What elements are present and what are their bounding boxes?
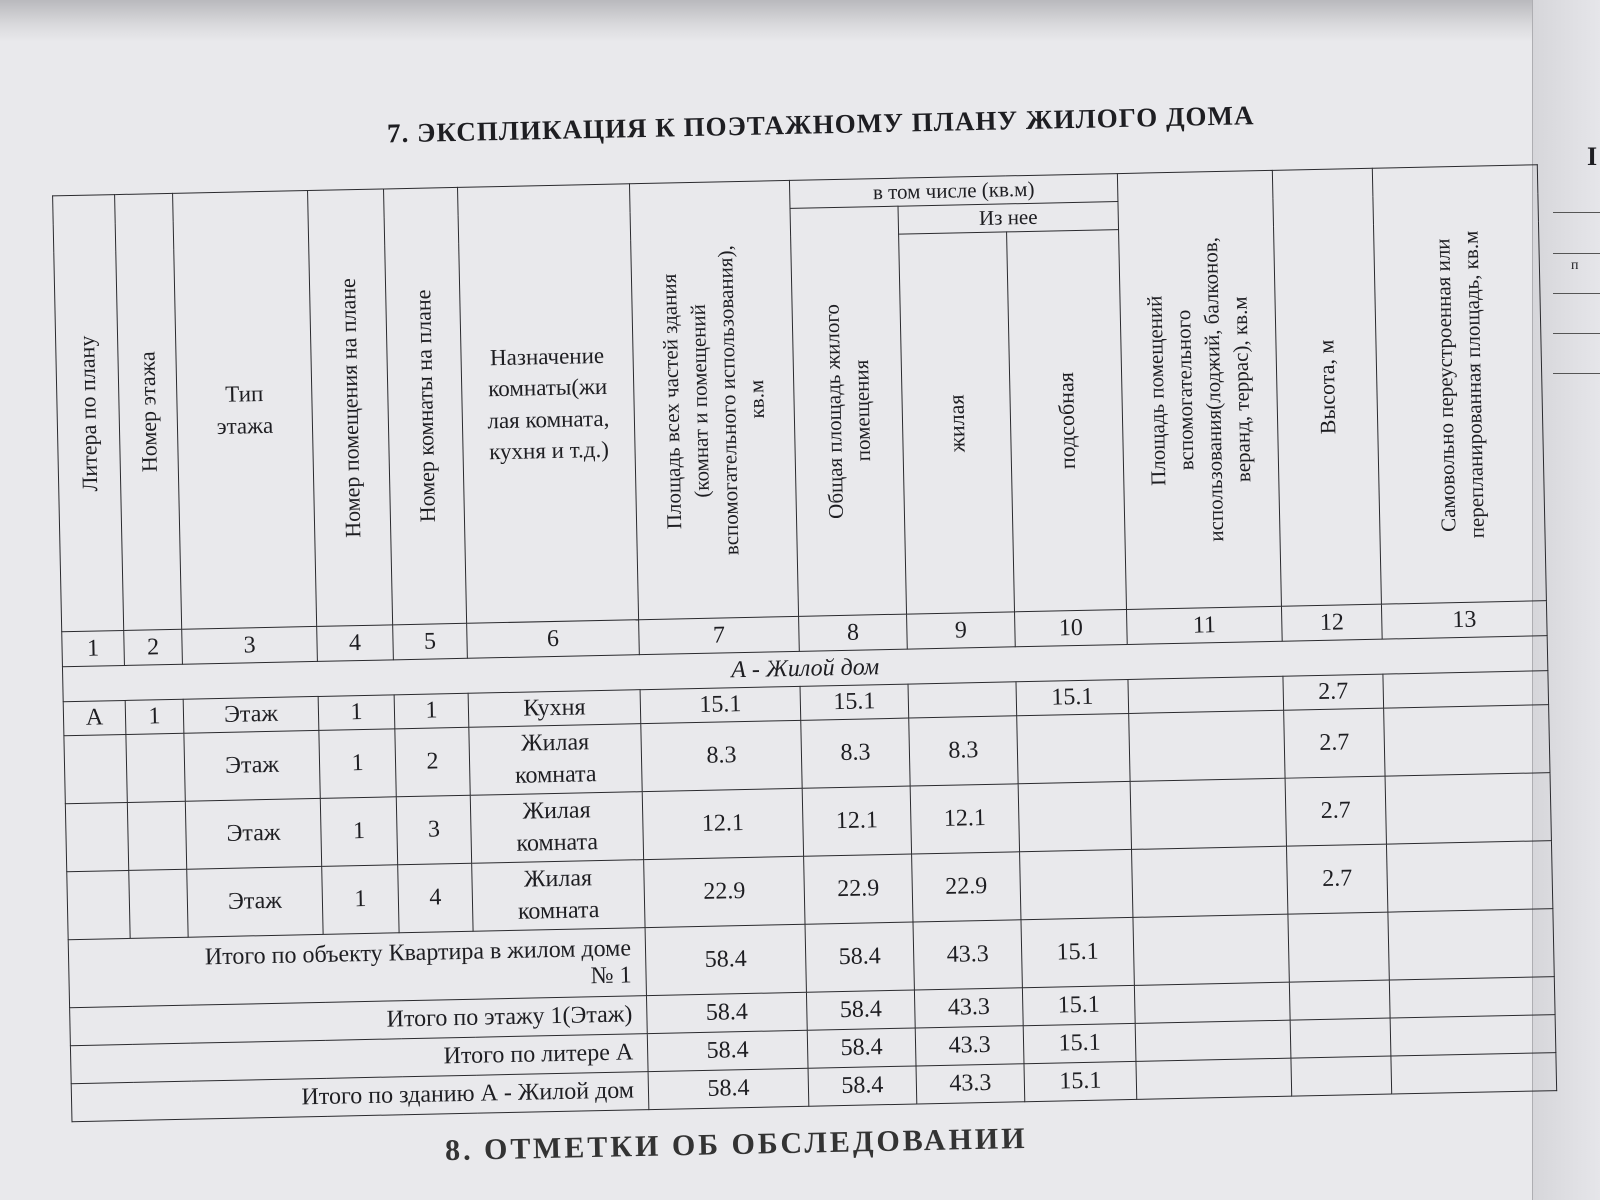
cell-litera [65, 802, 128, 871]
column-number: 10 [1015, 609, 1128, 646]
cell-aux-use [1132, 846, 1288, 917]
col-header-floor-number: Номер этажа [115, 193, 182, 630]
cell-aux-use [1129, 710, 1285, 781]
cell-total-area: 22.9 [644, 856, 805, 927]
adjacent-page-mark: I [1587, 142, 1598, 171]
total-empty [1135, 1020, 1291, 1061]
section-label: А - Жилой дом [62, 636, 1547, 702]
cell-living: 12.1 [910, 784, 1019, 854]
cell-floor: 1 [125, 699, 184, 734]
column-number: 1 [62, 630, 125, 666]
page-title: 7. ЭКСПЛИКАЦИЯ К ПОЭТАЖНОМУ ПЛАНУ ЖИЛОГО ДОМА [386, 100, 1255, 149]
cell-height: 2.7 [1287, 844, 1388, 914]
cell-aux: 15.1 [1016, 679, 1129, 715]
total-empty [1134, 982, 1290, 1023]
cell-aux [1017, 713, 1130, 783]
cell-living: 8.3 [909, 716, 1018, 786]
col-header-auxiliary: подсобная [1007, 230, 1127, 612]
col-header-living-total: Общая площадь жилого помещения [790, 206, 907, 616]
cell-total-area: 8.3 [641, 720, 802, 791]
cell-floor [127, 801, 186, 870]
column-number: 12 [1281, 604, 1382, 641]
cell-aux-use [1128, 676, 1284, 713]
cell-litera [64, 734, 127, 803]
col-header-height: Высота, м [1272, 168, 1381, 606]
total-living-total: 58.4 [805, 922, 914, 992]
cell-premise: 1 [318, 695, 395, 731]
cell-purpose: Жилая комната [472, 860, 645, 932]
total-empty [1136, 1058, 1292, 1099]
col-header-floor-type: Тип этажа [173, 191, 317, 630]
total-empty [1290, 1018, 1391, 1058]
cell-litera [67, 870, 130, 939]
column-number: 3 [182, 626, 318, 664]
cell-room: 4 [398, 863, 473, 933]
total-aux: 15.1 [1024, 1061, 1137, 1101]
cell-room: 1 [394, 693, 469, 729]
column-number: 9 [907, 612, 1016, 649]
cell-height: 2.7 [1284, 708, 1385, 778]
total-living-total: 58.4 [806, 990, 915, 1030]
col-header-premise-number: Номер помещения на плане [308, 189, 393, 626]
cell-unauth [1383, 671, 1549, 708]
col-group-of-which: Из нее [898, 202, 1119, 235]
column-number: 6 [467, 620, 640, 659]
cell-floor-type: Этаж [184, 730, 320, 801]
cell-premise: 1 [322, 865, 399, 935]
cell-premise: 1 [319, 729, 396, 799]
col-header-unauthorized-area: Самовольно переустроенная или перепланированная площадь, кв.м [1372, 165, 1546, 604]
cell-floor-type: Этаж [185, 798, 321, 869]
total-empty [1289, 980, 1390, 1020]
cell-living-total: 8.3 [801, 718, 910, 788]
cell-purpose: Кухня [468, 690, 641, 728]
col-header-total-area: Площадь всех частей здания (комнат и помещений вспомогательного использования), кв.м [629, 180, 798, 619]
total-living-total: 58.4 [808, 1066, 917, 1106]
col-group-including: в том числе (кв.м) [789, 174, 1118, 209]
cell-height: 2.7 [1283, 674, 1384, 710]
total-area: 58.4 [647, 1030, 808, 1071]
next-section-heading: 8. ОТМЕТКИ ОБ ОБСЛЕДОВАНИИ [444, 1121, 1028, 1168]
col-header-litera: Литера по плану [53, 195, 124, 632]
total-aux: 15.1 [1021, 917, 1134, 987]
total-aux: 15.1 [1022, 985, 1135, 1025]
column-number: 2 [124, 629, 183, 665]
total-empty [1388, 909, 1554, 980]
cell-living-total: 22.9 [804, 854, 913, 924]
document-sheet [22, 64, 1584, 1156]
total-label: Итого по литере А [70, 1034, 648, 1084]
cell-living: 22.9 [912, 852, 1021, 922]
total-living-total: 58.4 [807, 1028, 916, 1068]
cell-unauth [1385, 773, 1551, 844]
total-area: 58.4 [646, 992, 807, 1033]
cell-living [908, 682, 1017, 718]
column-number: 13 [1381, 601, 1547, 639]
cell-aux [1018, 781, 1131, 851]
cell-premise: 1 [320, 797, 397, 867]
cell-aux [1020, 849, 1133, 919]
cell-floor-type: Этаж [187, 866, 323, 937]
total-area: 58.4 [648, 1068, 809, 1109]
cell-purpose: Жилая комната [470, 792, 643, 864]
column-number: 5 [393, 623, 468, 660]
total-empty [1288, 912, 1389, 982]
cell-litera: А [63, 700, 126, 735]
col-header-room-purpose: Назначение комнаты(жи лая комната, кухня и т.д.) [458, 184, 639, 624]
total-area: 58.4 [645, 924, 806, 995]
explication-table [52, 164, 1557, 1122]
column-number: 4 [317, 625, 394, 662]
total-living: 43.3 [915, 1026, 1024, 1066]
cell-purpose: Жилая комната [469, 724, 642, 796]
total-empty [1391, 1053, 1557, 1094]
col-header-room-number: Номер комнаты на плане [384, 187, 467, 624]
cell-unauth [1384, 705, 1550, 776]
cell-total-area: 12.1 [642, 788, 803, 859]
cell-unauth [1386, 841, 1552, 912]
total-living: 43.3 [913, 920, 1022, 990]
cell-height: 2.7 [1285, 776, 1386, 846]
total-label: Итого по объекту Квартира в жилом доме № 1 [68, 928, 646, 1008]
cell-floor-type: Этаж [183, 696, 319, 733]
total-empty [1133, 914, 1289, 985]
total-empty [1390, 1015, 1556, 1056]
total-label: Итого по этажу 1(Этаж) [70, 996, 648, 1046]
cell-aux-use [1130, 778, 1286, 849]
total-living: 43.3 [916, 1064, 1025, 1104]
total-empty [1291, 1056, 1392, 1096]
column-number: 7 [639, 616, 800, 654]
cell-total-area: 15.1 [640, 686, 801, 723]
col-header-living: жилая [899, 232, 1015, 614]
cell-room: 2 [395, 727, 470, 797]
column-number: 8 [799, 614, 908, 651]
total-aux: 15.1 [1023, 1023, 1136, 1063]
page-top-shadow [0, 0, 1600, 42]
cell-living-total: 12.1 [802, 786, 911, 856]
total-label: Итого по зданию А - Жилой дом [71, 1072, 649, 1122]
col-header-aux-use-area: Площадь помещений вспомогательного использования(лоджий, балконов, веранд, террас), кв.м [1117, 170, 1281, 609]
column-number: 11 [1127, 606, 1283, 644]
total-empty [1389, 977, 1555, 1018]
cell-floor [126, 733, 185, 802]
adjacent-page-letter: п [1571, 258, 1579, 273]
total-living: 43.3 [914, 988, 1023, 1028]
cell-room: 3 [396, 795, 471, 865]
cell-floor [129, 869, 188, 938]
cell-living-total: 15.1 [800, 684, 909, 720]
